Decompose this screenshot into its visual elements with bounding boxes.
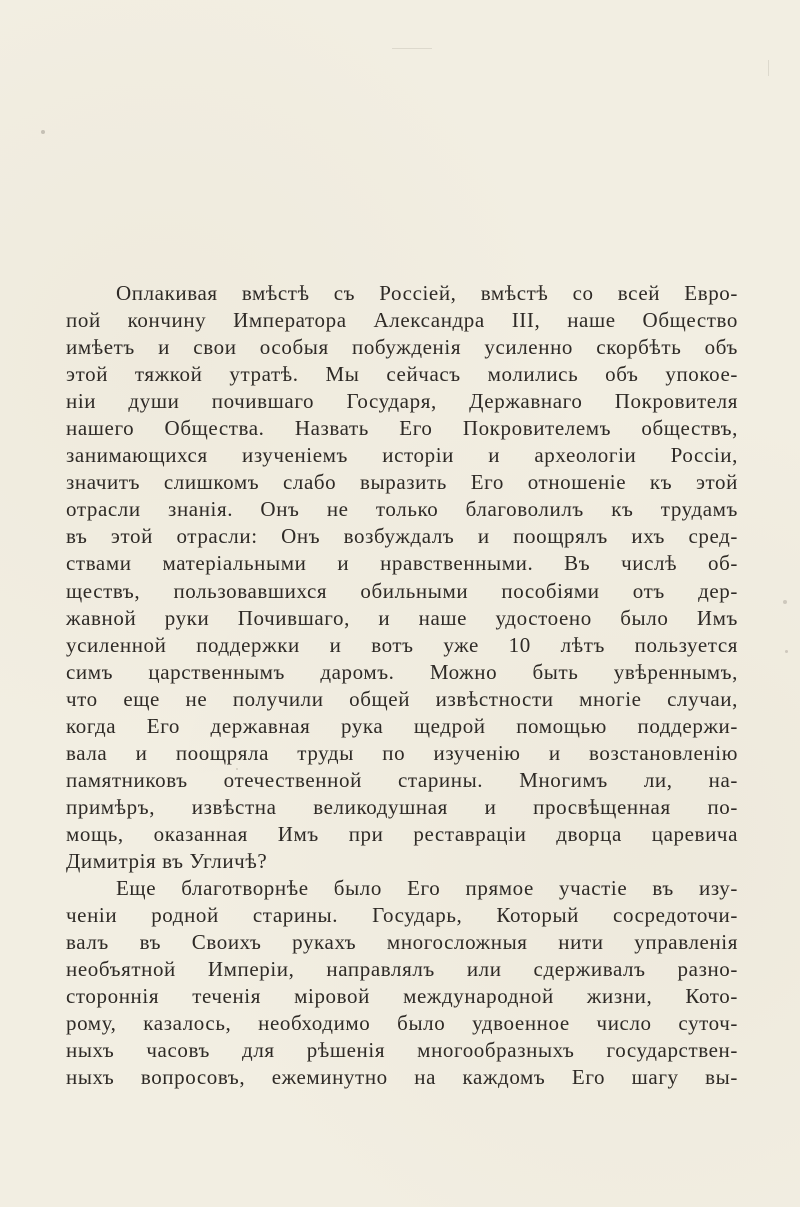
text-line: вала и поощряла труды по изученію и возстановленію (66, 740, 738, 765)
scan-mark (768, 60, 769, 76)
body-text (66, 280, 738, 1091)
text-line: рому, казалось, необходимо было удвоенное число суточ- (66, 1011, 738, 1036)
scan-speck (783, 600, 787, 604)
paragraph-1 (66, 280, 738, 875)
text-line: симъ царственнымъ даромъ. Можно быть увѣреннымъ, (66, 659, 738, 684)
text-line: ныхъ вопросовъ, ежеминутно на каждомъ Его шагу вы- (66, 1065, 738, 1090)
scan-speck (785, 650, 788, 653)
text-line: ченіи родной старины. Государь, Который сосредоточи- (66, 903, 738, 928)
text-line: усиленной поддержки и вотъ уже 10 лѣтъ пользуется (66, 632, 738, 657)
text-line: Еще благотворнѣе было Его прямое участіе въ изу- (116, 876, 738, 901)
text-line: ствами матеріальными и нравственными. Въ числѣ об- (66, 551, 738, 576)
text-line: ніи души почившаго Государя, Державнаго Покровителя (66, 389, 738, 414)
text-line: ныхъ часовъ для рѣшенія многообразныхъ государствен- (66, 1038, 738, 1063)
text-line: когда Его державная рука щедрой помощью поддержи- (66, 713, 738, 738)
text-line: стороннія теченія міровой международной жизни, Кото- (66, 984, 738, 1009)
text-line: занимающихся изученіемъ исторіи и археологіи Россіи, (66, 443, 738, 468)
text-line: значитъ слишкомъ слабо выразить Его отношеніе къ этой (66, 470, 738, 495)
text-line: примѣръ, извѣстна великодушная и просвѣщенная по- (66, 794, 738, 819)
text-line: имѣетъ и свои особыя побужденія усиленно скорбѣть объ (66, 335, 738, 360)
text-line: необъятной Имперіи, направлялъ или сдерживалъ разно- (66, 957, 738, 982)
text-line: мощь, оказанная Имъ при реставраціи дворца царевича (66, 821, 738, 846)
text-line: пой кончину Императора Александра III, наше Общество (66, 308, 738, 333)
text-line: Оплакивая вмѣстѣ съ Россіей, вмѣстѣ со всей Евро- (116, 281, 738, 305)
text-line: этой тяжкой утратѣ. Мы сейчасъ молились объ упокое- (66, 362, 738, 387)
text-line: памятниковъ отечественной старины. Многимъ ли, на- (66, 767, 738, 792)
text-line: Димитрія въ Угличѣ? (66, 848, 268, 873)
paragraph-2 (66, 875, 738, 1091)
text-line: что еще не получили общей извѣстности многіе случаи, (66, 686, 738, 711)
scan-mark (392, 48, 432, 49)
text-line: валъ въ Своихъ рукахъ многосложныя нити управленія (66, 930, 738, 955)
scan-speck (41, 130, 45, 134)
text-line: въ этой отрасли: Онъ возбуждалъ и поощрялъ ихъ сред- (66, 524, 738, 549)
text-line: нашего Общества. Назвать Его Покровителемъ обществъ, (66, 416, 738, 441)
text-line: жавной руки Почившаго, и наше удостоено было Имъ (66, 605, 738, 630)
text-line: отрасли знанія. Онъ не только благоволилъ къ трудамъ (66, 497, 738, 522)
text-line: ществъ, пользовавшихся обильными пособіями отъ дер- (66, 578, 738, 603)
